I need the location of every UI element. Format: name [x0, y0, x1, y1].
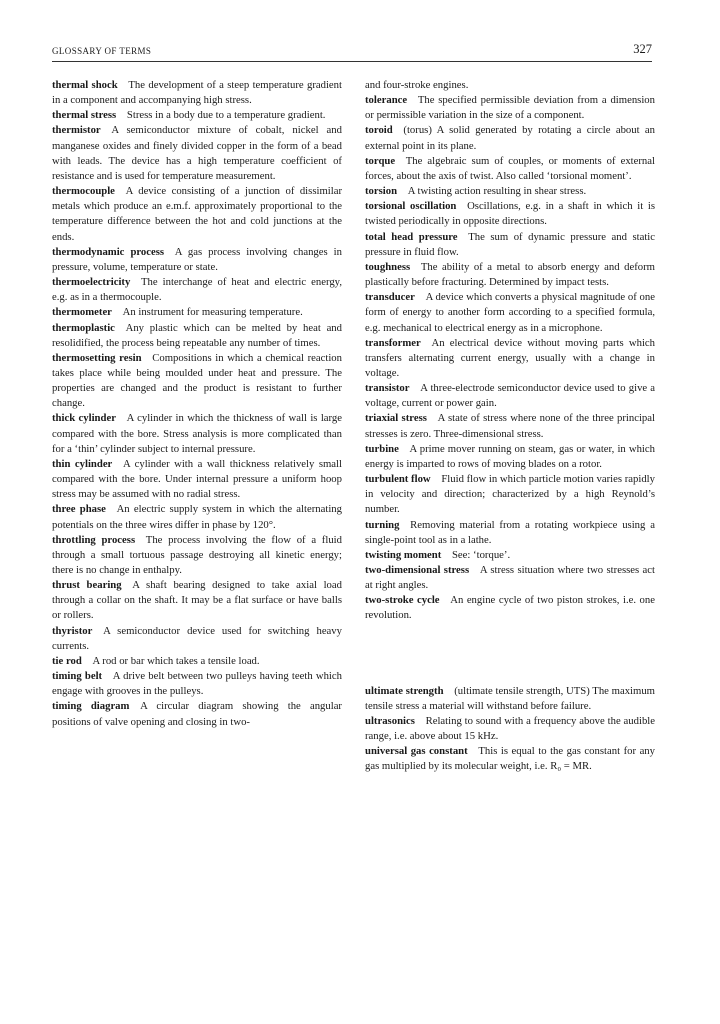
glossary-term: ultrasonics — [365, 714, 415, 727]
glossary-term: thermometer — [52, 306, 112, 319]
section-gap — [365, 624, 655, 684]
right-column — [365, 78, 655, 775]
glossary-term: transformer — [365, 336, 421, 349]
glossary-entry — [365, 93, 655, 123]
glossary-definition: A circular diagram showing the angular positions of valve opening and closing in two- — [52, 700, 342, 728]
glossary-entry — [365, 548, 655, 563]
glossary-term: timing belt — [52, 670, 103, 683]
continuation-text: and four-stroke engines. — [365, 79, 469, 91]
glossary-entry — [52, 654, 342, 669]
glossary-term: triaxial stress — [365, 412, 427, 425]
glossary-term: thermal stress — [52, 109, 117, 122]
glossary-entry — [365, 260, 655, 290]
glossary-entry — [52, 321, 342, 351]
glossary-entry — [365, 744, 655, 774]
glossary-definition: Relating to sound with a frequency above the audible range, i.e. above about 15 kHz. — [365, 714, 655, 743]
glossary-term: toughness — [365, 260, 411, 273]
glossary-term: turbine — [365, 442, 399, 455]
glossary-definition: Removing material from a rotating workpiece using a single-point tool as in a lathe. — [365, 518, 655, 546]
glossary-definition: A cylinder with a wall thickness relatively small compared with the bore. Under internal pressure a uniform hoop stress may be assumed with no radial stress. — [52, 457, 342, 501]
glossary-entry — [365, 123, 655, 153]
glossary-term: thermoplastic — [52, 321, 115, 334]
glossary-entry — [365, 411, 655, 441]
glossary-definition: The specified permissible deviation from a dimension or permissible variation in the size of a component. — [365, 94, 655, 122]
glossary-term: transducer — [365, 291, 415, 304]
glossary-entry — [365, 199, 655, 229]
glossary-entry — [52, 245, 342, 275]
running-head: GLOSSARY OF TERMS — [52, 46, 152, 56]
glossary-term: turning — [365, 518, 400, 531]
glossary-definition: A drive belt between two pulleys having teeth which engage with grooves in the pulleys. — [52, 670, 342, 698]
glossary-definition: The process involving the flow of a fluid through a small tortuous passage destroying all kinetic energy; there is no change in enthalpy. — [52, 533, 342, 576]
glossary-term: thermoelectricity — [52, 276, 131, 289]
glossary-term: thin cylinder — [52, 457, 113, 470]
glossary-entry — [52, 533, 342, 578]
glossary-entry — [52, 305, 342, 320]
glossary-term: torsional oscillation — [365, 200, 457, 213]
glossary-definition: See: ‘torque’. — [451, 548, 511, 561]
glossary-definition: An electrical device without moving parts which transfers alternating current energy, usually with a change in voltage. — [365, 336, 655, 379]
glossary-entry — [52, 578, 342, 623]
glossary-definition: The development of a steep temperature gradient in a component and accompanying high stress. — [52, 79, 342, 107]
glossary-entry — [52, 275, 342, 305]
glossary-entry — [52, 457, 342, 502]
glossary-definition: A semiconductor device used for switching heavy currents. — [52, 624, 342, 652]
glossary-definition: A rod or bar which takes a tensile load. — [92, 654, 260, 667]
glossary-entry — [52, 411, 342, 456]
glossary-entry — [52, 78, 342, 108]
glossary-definition: A three-electrode semiconductor device used to give a voltage, current or power gain. — [365, 382, 655, 410]
glossary-entry — [52, 669, 342, 699]
glossary-definition: (ultimate tensile strength, UTS) The maximum tensile stress a material will withstand before failure. — [365, 684, 655, 712]
left-column — [52, 78, 342, 730]
glossary-definition: A twisting action resulting in shear stress. — [407, 185, 587, 198]
page-number: 327 — [633, 42, 652, 56]
glossary-term: thermodynamic process — [52, 245, 165, 258]
glossary-term: universal gas constant — [365, 745, 468, 758]
glossary-definition: A semiconductor mixture of cobalt, nickel and manganese oxides and finely divided copper in the form of a bead with leads. The device has a high temperature coefficient of resistance and is used for temperature measurement. — [52, 124, 342, 182]
glossary-entry — [365, 336, 655, 381]
glossary-definition: (torus) A solid generated by rotating a circle about an external point in its plane. — [365, 124, 655, 152]
glossary-definition: This is equal to the gas constant for any gas multiplied by its molecular weight, i.e. R₀ = MR. — [365, 745, 655, 773]
glossary-definition: An instrument for measuring temperature. — [122, 306, 303, 319]
glossary-definition: A state of stress where none of the three principal stresses is zero. Three-dimensional stress. — [365, 412, 655, 440]
glossary-term: thermosetting resin — [52, 351, 142, 364]
glossary-term: torque — [365, 154, 396, 167]
glossary-definition: Fluid flow in which particle motion varies rapidly in velocity and direction; characterized by a high Reynold’s number. — [365, 473, 655, 516]
glossary-definition: A cylinder in which the thickness of wall is large compared with the bore. Stress analysis is more complicated than for a ‘thin’ cylinder subject to internal pressure. — [52, 412, 342, 455]
u-entries — [365, 684, 655, 775]
glossary-definition: Any plastic which can be melted by heat and resolidified, the process being repeatable any number of times. — [52, 321, 342, 349]
glossary-definition: A device which converts a physical magnitude of one form of energy to another form according to a specified formula, e.g. mechanical to electrical energy as in a microphone. — [365, 291, 655, 334]
glossary-definition: An electric supply system in which the alternating potentials on the three wires differ in phase by 120°. — [52, 503, 342, 531]
glossary-entry — [365, 290, 655, 335]
glossary-term: two-dimensional stress — [365, 564, 470, 576]
glossary-term: toroid — [365, 124, 393, 137]
glossary-term: thrust bearing — [52, 579, 122, 592]
glossary-definition: The ability of a metal to absorb energy and deform plastically before fracturing. Determined by impact tests. — [365, 260, 655, 289]
glossary-term: two-stroke cycle — [365, 594, 440, 607]
glossary-entry — [365, 154, 655, 184]
glossary-definition: A device consisting of a junction of dissimilar metals which produce an e.m.f. approximately proportional to the temperature difference between the hot and cold junctions at the ends. — [52, 185, 342, 243]
glossary-definition: The interchange of heat and electric energy, e.g. as in a thermocouple. — [52, 276, 342, 304]
glossary-term: ultimate strength — [365, 684, 444, 697]
glossary-definition: Stress in a body due to a temperature gradient. — [126, 109, 326, 122]
glossary-entry — [52, 699, 342, 729]
glossary-entry — [52, 108, 342, 123]
t-entries — [365, 93, 655, 623]
glossary-term: thermal shock — [52, 79, 118, 91]
glossary-term: three phase — [52, 503, 106, 516]
glossary-entry — [52, 624, 342, 654]
glossary-entry — [365, 230, 655, 260]
glossary-definition: A stress situation where two stresses act at right angles. — [365, 564, 655, 592]
glossary-entry — [52, 184, 342, 245]
glossary-entry — [365, 442, 655, 472]
glossary-definition: Compositions in which a chemical reaction takes place while being moulded under heat and pressure. The properties are changed and the product is resistant to further change. — [52, 351, 342, 410]
glossary-term: thermistor — [52, 124, 101, 137]
glossary-entry — [52, 502, 342, 532]
glossary-entry — [365, 593, 655, 623]
glossary-definition: A gas process involving changes in pressure, volume, temperature or state. — [52, 245, 342, 273]
glossary-definition: The algebraic sum of couples, or moments of external forces, about the axis of twist. Also called ‘torsional moment’. — [365, 154, 655, 182]
header-rule — [52, 61, 652, 62]
glossary-definition: A shaft bearing designed to take axial load through a collar on the shaft. It may be a flat surface or have balls or rollers. — [52, 579, 342, 622]
glossary-term: thermocouple — [52, 185, 115, 198]
glossary-term: turbulent flow — [365, 473, 431, 486]
glossary-term: transistor — [365, 382, 410, 395]
glossary-term: tie rod — [52, 654, 82, 667]
glossary-definition: The sum of dynamic pressure and static pressure in fluid flow. — [365, 230, 656, 258]
glossary-term: twisting moment — [365, 548, 442, 561]
glossary-entry — [365, 563, 655, 593]
glossary-definition: An engine cycle of two piston strokes, i.e. one revolution. — [365, 594, 655, 622]
glossary-term: thick cylinder — [52, 412, 116, 425]
page-header — [52, 42, 652, 60]
glossary-entry — [365, 184, 655, 199]
glossary-entry — [365, 518, 655, 548]
glossary-entry — [52, 123, 342, 184]
glossary-term: thyristor — [52, 624, 93, 637]
glossary-definition: Oscillations, e.g. in a shaft in which it is twisted periodically in opposite directions. — [365, 200, 655, 228]
glossary-entry — [365, 714, 655, 744]
glossary-term: tolerance — [365, 94, 408, 107]
glossary-entry — [365, 381, 655, 411]
glossary-term: total head pressure — [365, 230, 458, 243]
glossary-entry — [52, 351, 342, 412]
glossary-entry — [365, 472, 655, 517]
glossary-term: throttling process — [52, 533, 136, 546]
glossary-definition: A prime mover running on steam, gas or water, in which energy is imparted to rows of moving blades on a rotor. — [365, 442, 655, 470]
glossary-term: torsion — [365, 185, 398, 198]
glossary-entry — [365, 684, 655, 714]
glossary-term: timing diagram — [52, 700, 130, 713]
